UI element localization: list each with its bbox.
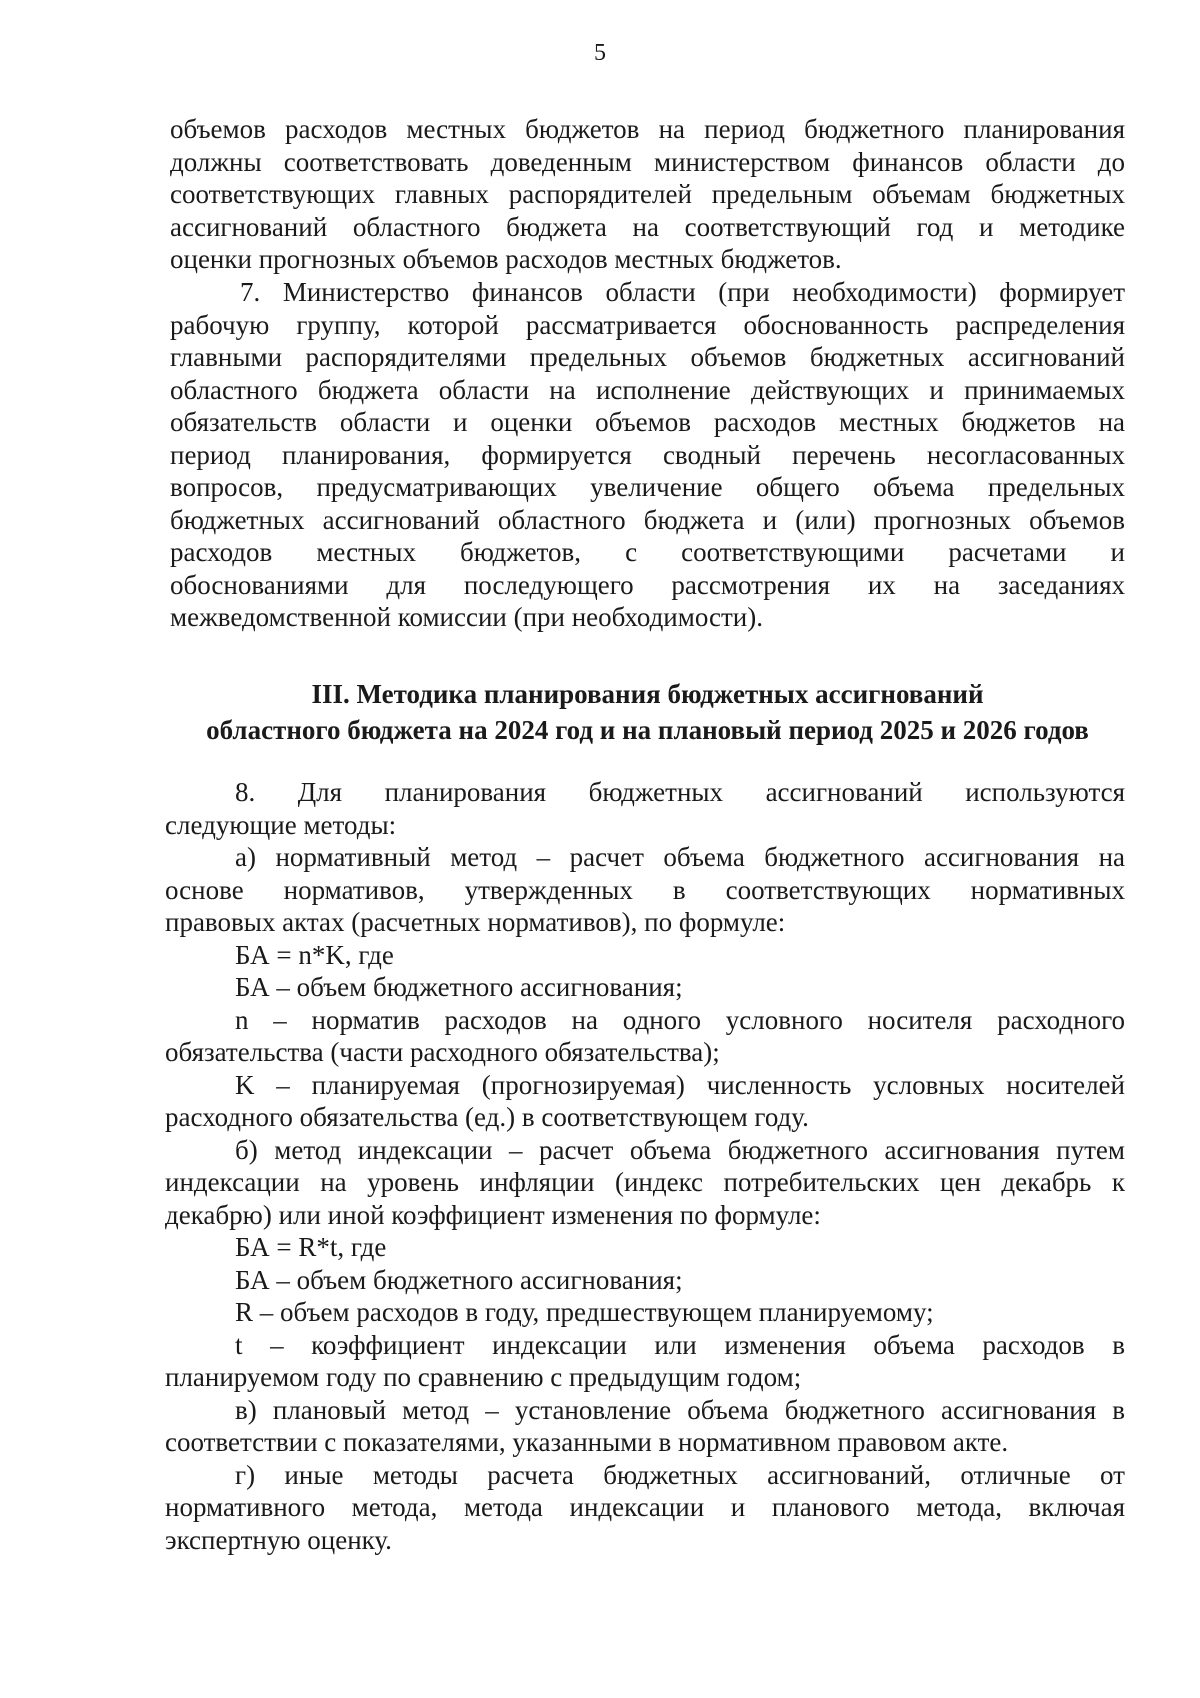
text-line: индексации на уровень инфляции (индекс потребительских цен декабрь к — [165, 1167, 1125, 1197]
formula-line: БА = R*t, где — [235, 1232, 387, 1262]
text-line: БА – объем бюджетного ассигнования; — [235, 1264, 683, 1295]
text-line: 8. Для планирования бюджетных ассигнований используются — [235, 777, 1125, 807]
text-line: обязательства (части расходного обязательства); — [165, 1037, 720, 1067]
text-line: областного бюджета области на исполнение действующих и принимаемых — [170, 374, 1125, 405]
text-line: а) нормативный метод – расчет объема бюджетного ассигнования на — [235, 842, 1125, 872]
text-line: экспертную оценку. — [165, 1524, 392, 1555]
section-heading-line: областного бюджета на 2024 год и на плановый период 2025 и 2026 годов — [206, 715, 1089, 745]
text-line: бюджетных ассигнований областного бюджета и (или) прогнозных объемов — [170, 504, 1125, 535]
text-line: 7. Министерство финансов области (при необходимости) формирует — [240, 277, 1125, 307]
text-line: главными распорядителями предельных объемов бюджетных ассигнований — [170, 342, 1125, 372]
text-line: обоснованиями для последующего рассмотрения их на заседаниях — [170, 569, 1125, 600]
text-line: г) иные методы расчета бюджетных ассигнований, отличные от — [235, 1459, 1125, 1490]
formula-line: БА = n*K, где — [235, 939, 394, 970]
text-line: период планирования, формируется сводный перечень несогласованных — [170, 439, 1125, 470]
page-number: 5 — [594, 40, 606, 66]
text-line: оценки прогнозных объемов расходов местных бюджетов. — [170, 244, 842, 274]
section-heading — [170, 676, 1125, 748]
text-line: K – планируемая (прогнозируемая) численность условных носителей — [235, 1069, 1125, 1100]
text-line: ассигнований областного бюджета на соответствующий год и методике — [170, 211, 1125, 242]
text-line: правовых актах (расчетных нормативов), по формуле: — [165, 907, 786, 937]
text-line: б) метод индексации – расчет объема бюджетного ассигнования путем — [235, 1134, 1125, 1165]
text-line: БА – объем бюджетного ассигнования; — [235, 972, 683, 1002]
text-line: n – норматив расходов на одного условного носителя расходного — [235, 1004, 1125, 1035]
text-line: рабочую группу, которой рассматривается обоснованность распределения — [170, 309, 1125, 340]
text-line: основе нормативов, утвержденных в соответствующих нормативных — [165, 874, 1125, 905]
text-line: объемов расходов местных бюджетов на период бюджетного планирования — [170, 114, 1125, 144]
text-line: расходов местных бюджетов, с соответствующими расчетами и — [170, 537, 1125, 567]
text-line: нормативного метода, метода индексации и планового метода, включая — [165, 1492, 1125, 1522]
paragraph-7 — [170, 276, 1125, 634]
text-line: вопросов, предусматривающих увеличение общего объема предельных — [170, 472, 1125, 502]
text-line: обязательств области и оценки объемов расходов местных бюджетов на — [170, 407, 1125, 437]
section-heading-line: III. Методика планирования бюджетных ассигнований — [311, 679, 984, 709]
text-line: R – объем расходов в году, предшествующем планируемому; — [235, 1297, 934, 1327]
text-line: следующие методы: — [165, 809, 397, 840]
text-line: межведомственной комиссии (при необходимости). — [170, 602, 763, 632]
text-line: должны соответствовать доведенным министерством финансов области до — [170, 146, 1125, 177]
text-line: планируемом году по сравнению с предыдущим годом; — [165, 1362, 802, 1392]
text-line: соответствии с показателями, указанными в нормативном правовом акте. — [165, 1427, 1009, 1457]
text-line: расходного обязательства (ед.) в соответствующем году. — [165, 1102, 809, 1132]
text-line: t – коэффициент индексации или изменения объема расходов в — [235, 1329, 1125, 1360]
intro-paragraph — [170, 113, 1125, 276]
text-line: соответствующих главных распорядителей предельным объемам бюджетных — [170, 179, 1125, 209]
text-line: декабрю) или иной коэффициент изменения по формуле: — [165, 1199, 821, 1230]
paragraph-8 — [165, 776, 1125, 1556]
text-line: в) плановый метод – установление объема бюджетного ассигнования в — [235, 1394, 1125, 1425]
